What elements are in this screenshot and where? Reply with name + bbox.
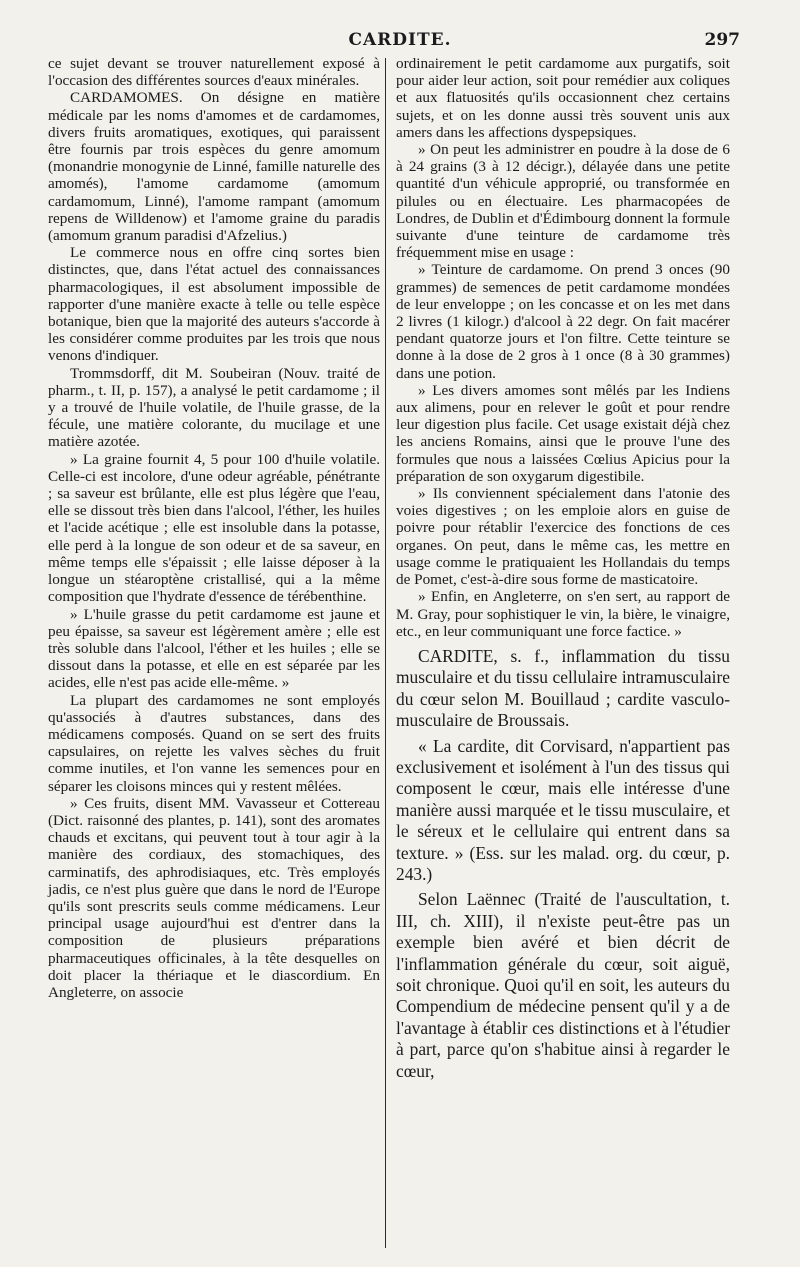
page-number: 297 (704, 30, 740, 50)
paragraph: » L'huile grasse du petit cardamome est jaune et peu épaisse, sa saveur est légèrement amère ; elle est très soluble dans l'alcool, l'éther et les huiles ; elle se dissout dans la potasse, et elle en est séparée par les acides, elle n'est pas acide elle-même. » (48, 605, 380, 692)
entry-cardamomes: CARDAMOMES. On désigne en matière médicale par les noms d'amomes et de cardamomes, divers fruits aromatiques, exotiques, qui paraissent être fournis par trois espèces du genre amomum (monandrie monogynie de Linné, famille naturelle des amomés), l'amome cardamome (amomum cardamomum, Linné), l'amome rampant (amomum repens de Willdenow) et l'amome graine du paradis (amomum granum paradisi d'Afzelius.) (48, 89, 380, 245)
paragraph: ce sujet devant se trouver naturellement exposé à l'occasion des différentes sources d'eaux minérales. (48, 55, 380, 90)
left-column (48, 55, 380, 1001)
paragraph: Le commerce nous en offre cinq sortes bien distinctes, que, dans l'état actuel des connaissances pharmacologiques, il est absolument impossible de rapporter d'une manière exacte à telle ou telle espèce botanique, bien que la majorité des auteurs s'accorde à les considérer comme produites par les trois que nous venons d'indiquer. (48, 244, 380, 365)
paragraph: » Ces fruits, disent MM. Vavasseur et Cottereau (Dict. raisonné des plantes, p. 141), sont des aromates chauds et excitans, qui peuvent tout à tour agir à la manière des cordiaux, des stomachiques, des carminatifs, des aphrodisiaques, etc. Très employés jadis, ce n'est plus guère que dans le nord de l'Europe qu'ils sont prescrits seuls comme médicamens. Leur principal usage aujourd'hui est d'entrer dans la composition de plusieurs préparations pharmaceutiques officinales, à la tête desquelles on doit placer la thériaque et le diascordium. En Angleterre, on associe (48, 794, 380, 1001)
running-title: CARDITE. (348, 30, 452, 50)
paragraph: » Ils conviennent spécialement dans l'atonie des voies digestives ; on les emploie alors en guise de poivre pour rétablir l'exercice des fonctions de ces organes. On peut, dans le même cas, les mettre en usage comme le pratiquaient les Hollandais du temps de Pomet, c'est-à-dire sous forme de masticatoire. (396, 485, 730, 589)
paragraph: » La graine fournit 4, 5 pour 100 d'huile volatile. Celle-ci est incolore, d'une odeur agréable, pénétrante ; sa saveur est brûlante, elle est plus légère que l'eau, elle se dissout très bien dans l'alcool, l'éther, les huiles et l'acide acétique ; elle est insoluble dans la potasse, elle perd à la longue de son odeur et de sa saveur, en même temps elle s'épaissit ; elle laisse déposer à la longue un stéaroptène cristallisé, qui a la même composition que l'hydrate d'essence de térébenthine. (48, 450, 380, 606)
paragraph: « La cardite, dit Corvisard, n'appartient pas exclusivement et isolément à l'un des tissus qui composent le cœur, mais elle intéresse d'une manière aussi marquée et le tissu musculaire, et le séreux et le cellulaire qui entrent dans sa texture. » (Ess. sur les malad. org. du cœur, p. 243.) (396, 735, 730, 884)
paragraph: » Enfin, en Angleterre, on s'en sert, au rapport de M. Gray, pour sophistiquer le vin, la bière, le vinaigre, etc., en leur communiquant une force factice. » (396, 588, 730, 640)
paragraph: Selon Laënnec (Traité de l'auscultation, t. III, ch. XIII), il n'existe peut-être pas un exemple bien avéré et bien décrit de l'inflammation générale du cœur, soit aiguë, soit chronique. Quoi qu'il en soit, les auteurs du Compendium de médecine pensent qu'il y a de l'avantage à établir ces distinctions et à l'étudier à part, parce qu'on s'habitue ainsi à regarder le cœur, (396, 889, 730, 1081)
paragraph: » On peut les administrer en poudre à la dose de 6 à 24 grains (3 à 12 décigr.), délayée dans une petite quantité d'un véhicule approprié, ou transformée en pilules ou en électuaire. Les pharmacopées de Londres, de Dublin et d'Édimbourg donnent la formule suivante d'une teinture de cardamome très fréquemment mise en usage : (396, 141, 730, 262)
paragraph: Trommsdorff, dit M. Soubeiran (Nouv. traité de pharm., t. II, p. 157), a analysé le petit cardamome ; il y a trouvé de l'huile volatile, de l'huile grasse, de la fécule, une matière colorante, du mucilage et une matière azotée. (48, 364, 380, 451)
right-column (396, 55, 730, 1082)
paragraph: La plupart des cardamomes ne sont employés qu'associés à d'autres substances, dans des médicamens composés. Quand on se sert des fruits capsulaires, on rejette les valves sèches du fruit comme inutiles, et l'on vanne les semences pour en séparer les cloisons minces qui y restent mêlées. (48, 691, 380, 795)
column-divider (385, 58, 386, 1248)
entry-cardite: CARDITE, s. f., inflammation du tissu musculaire et du tissu cellulaire intramusculaire du cœur selon M. Bouillaud ; cardite vasculo-musculaire de Broussais. (396, 645, 730, 731)
paragraph: » Teinture de cardamome. On prend 3 onces (90 grammes) de semences de petit cardamome mondées de leur enveloppe ; on les concasse et on les met dans 2 livres (1 kilogr.) d'alcool à 22 degr. On fait macérer pendant quatorze jours et l'on filtre. Cette teinture se donne à la dose de 2 gros à 1 once (8 à 30 grammes) dans une potion. (396, 261, 730, 382)
page-header (0, 30, 800, 54)
paragraph: ordinairement le petit cardamome aux purgatifs, soit pour aider leur action, soit pour remédier aux coliques et aux flatuosités qu'ils occasionnent chez certains sujets, et on les donne aussi très souvent unis aux amers dans les affections dyspepsiques. (396, 55, 730, 141)
paragraph: » Les divers amomes sont mêlés par les Indiens aux alimens, pour en relever le goût et pour rendre leur digestion plus facile. Cet usage existait déjà chez les anciens Romains, ainsi que le prouve l'une des formules que nous a laissées Cœlius Apicius pour la préparation de son oxygarum digestibile. (396, 381, 730, 485)
cardite-section (396, 646, 730, 1082)
